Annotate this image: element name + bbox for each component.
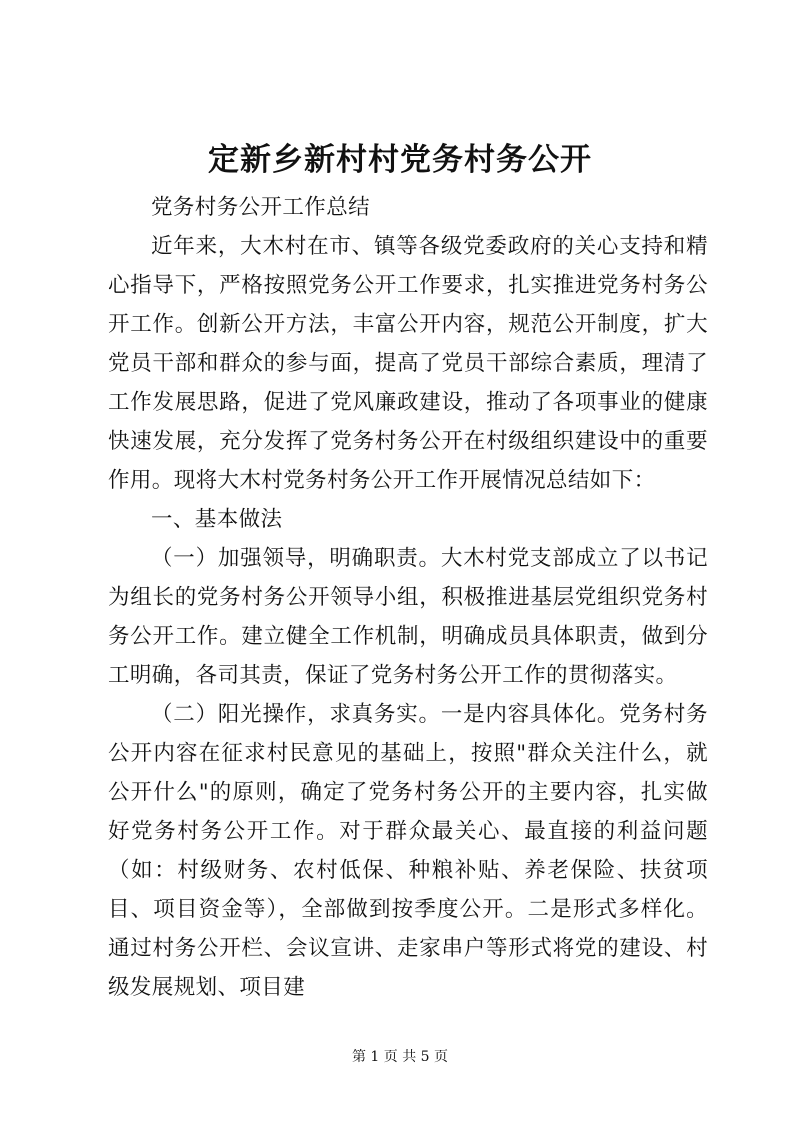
paragraph-openness: （二）阳光操作，求真务实。一是内容具体化。党务村务公开内容在征求村民意见的基础上，按照"群众关注什么，就公开什么"的原则，确定了党务村务公开的主要内容，扎实做好党务村务公开工作。对于群众最关心、最直接的利益问题（如：村级财务、农村低保、种粮补贴、养老保险、扶贫项目、项目资金等），全部做到按季度公开。二是形式多样化。通过村务公开栏、会议宣讲、走家串户等形式将党的建设、村级发展规划、项目建 xyxy=(108,702,708,1000)
paragraph-intro: 近年来，大木村在市、镇等各级党委政府的关心支持和精心指导下，严格按照党务公开工作要求，扎实推进党务村务公开工作。创新公开方法，丰富公开内容，规范公开制度，扩大党员干部和群众的参与面，提高了党员干部综合素质，理清了工作发展思路，促进了党风廉政建设，推动了各项事业的健康快速发展，充分发挥了党务村务公开在村级组织建设中的重要作用。现将大木村党务村务公开工作开展情况总结如下： xyxy=(108,234,708,493)
section-heading: 一、基本做法 xyxy=(151,507,283,532)
document-body xyxy=(108,188,708,1007)
paragraph-leadership: （一）加强领导，明确职责。大木村党支部成立了以书记为组长的党务村务公开领导小组，积极推进基层党组织党务村务公开工作。建立健全工作机制，明确成员具体职责，做到分工明确，各司其责，保证了党务村务公开工作的贯彻落实。 xyxy=(108,546,708,688)
page-footer: 第 1 页 共 5 页 xyxy=(351,1049,449,1065)
document-title: 定新乡新村村党务村务公开 xyxy=(208,142,592,178)
paragraph-subtitle: 党务村务公开工作总结 xyxy=(151,195,371,220)
